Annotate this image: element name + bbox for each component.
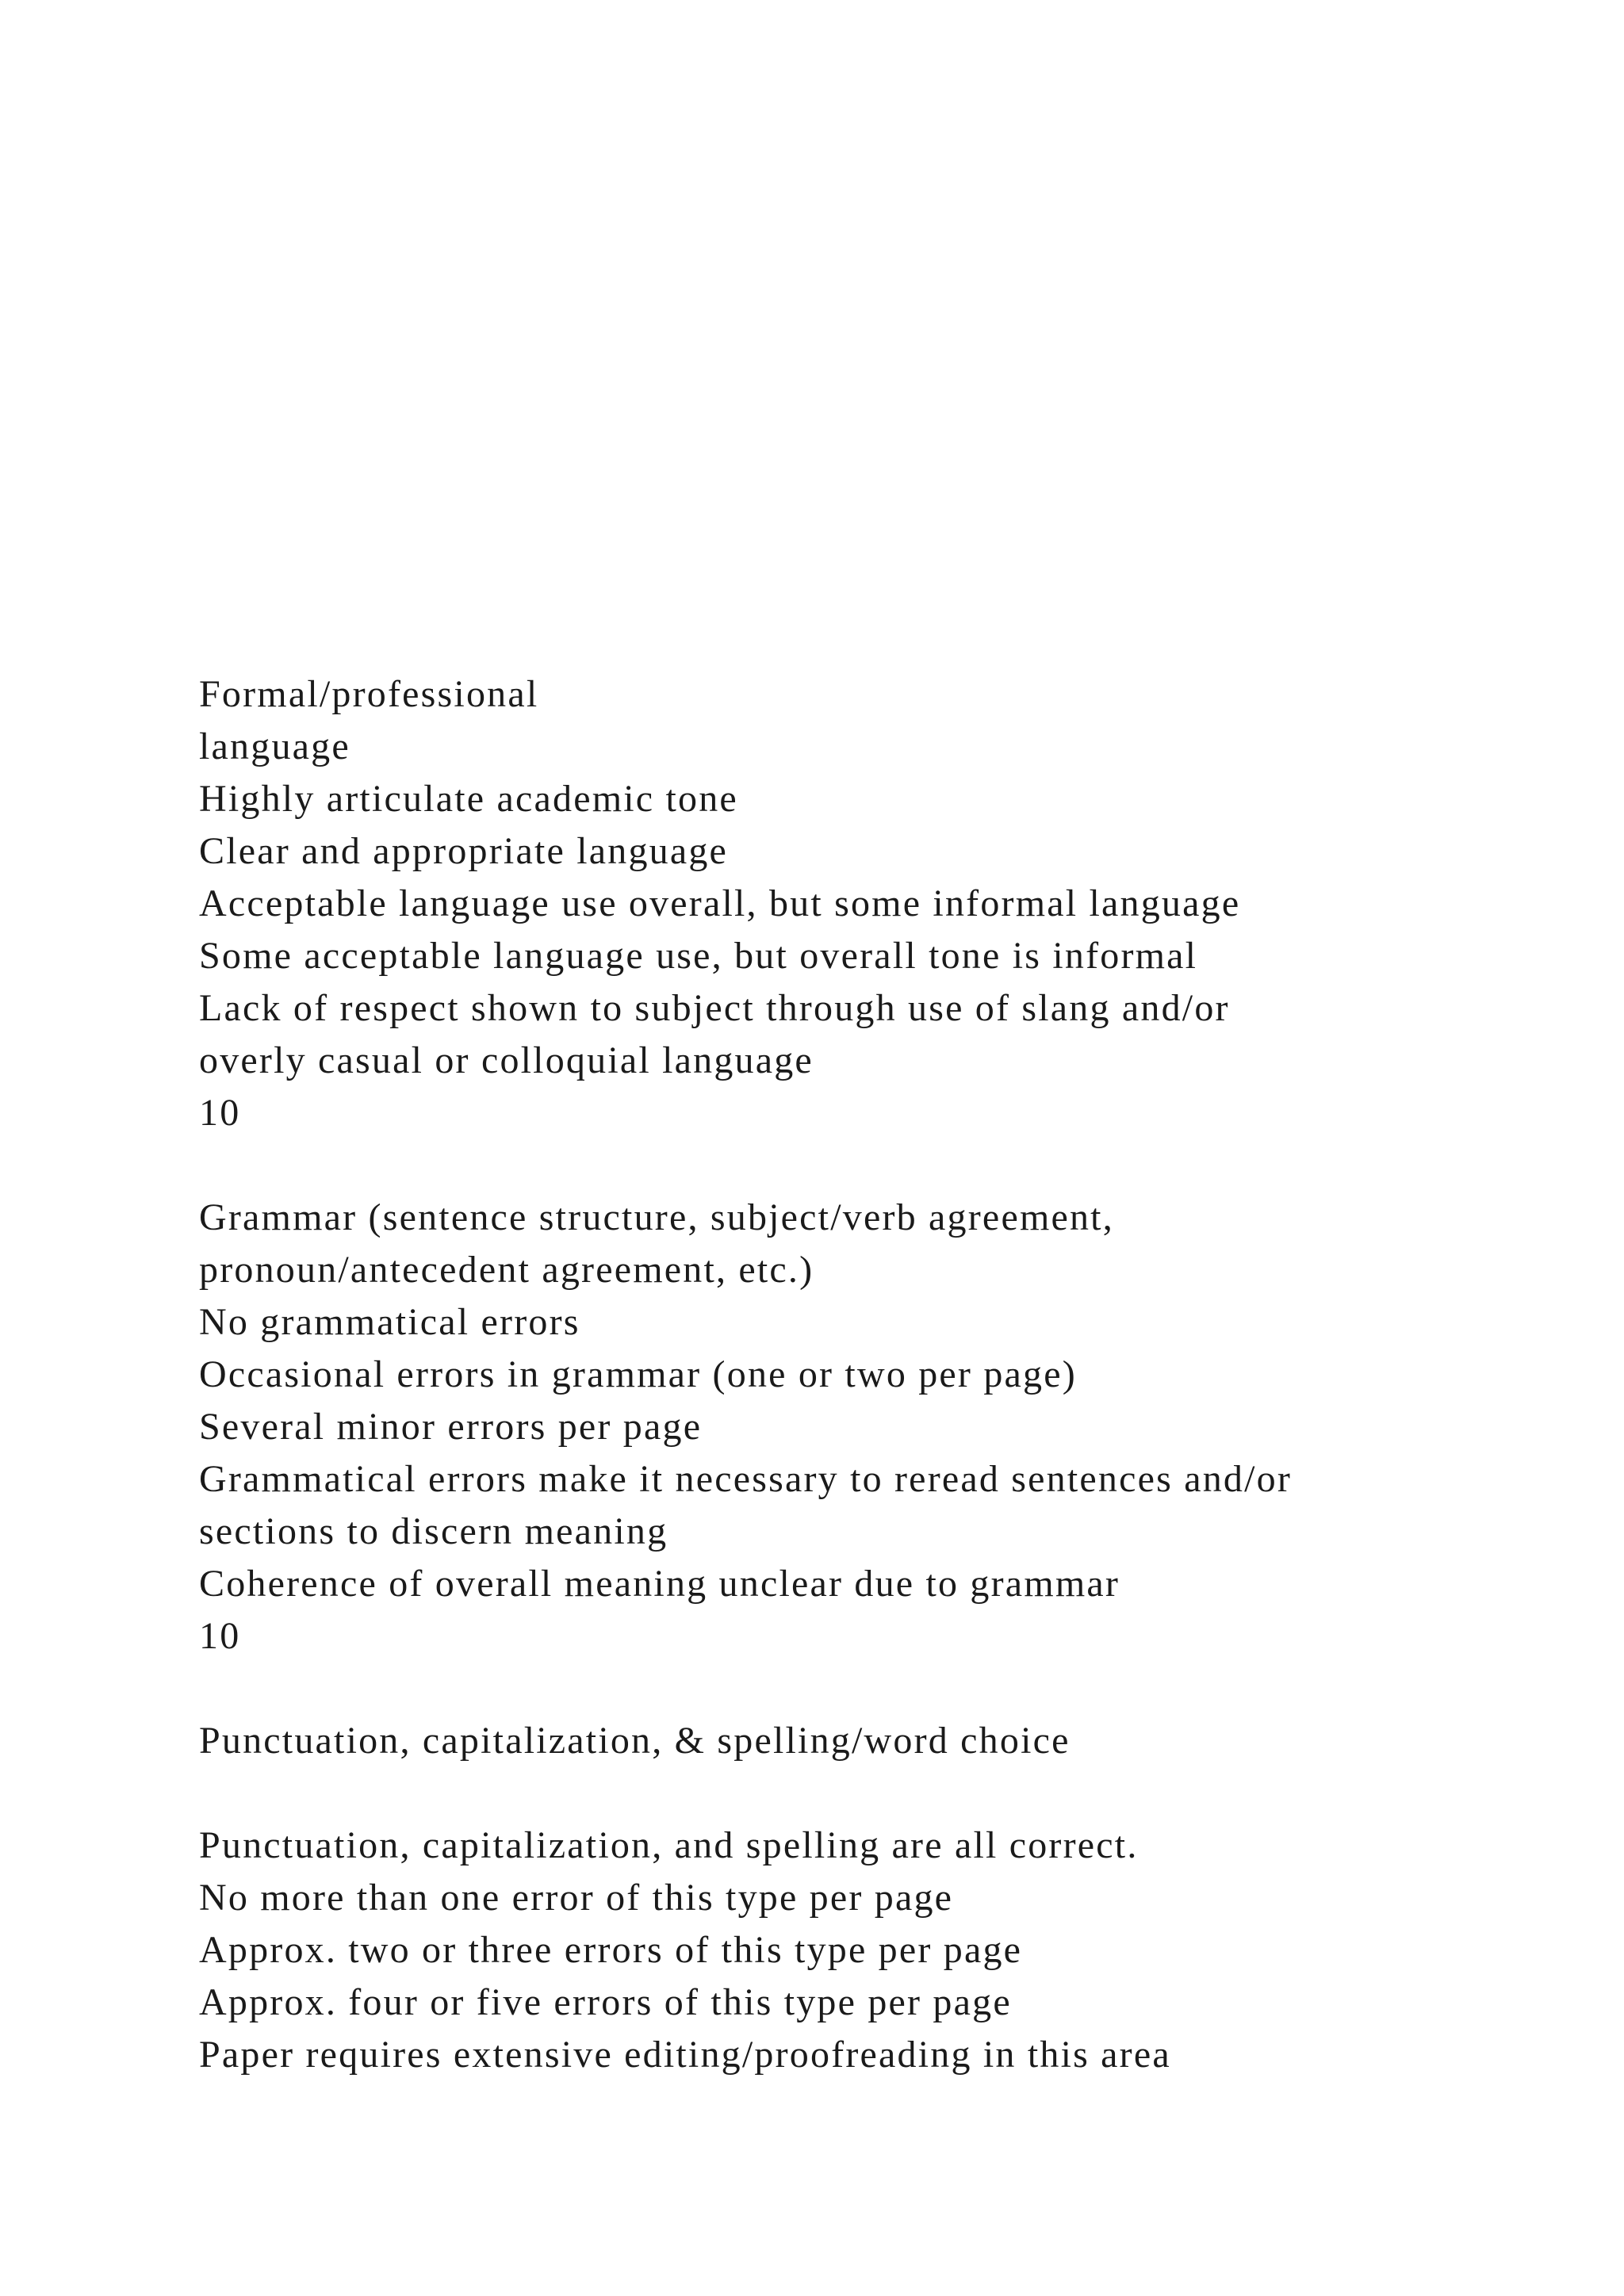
criterion-title-line: Punctuation, capitalization, & spelling/word choice [199, 1720, 1071, 1762]
rubric-level-text: Several minor errors per page [199, 1406, 703, 1448]
rubric-level-text: No grammatical errors [199, 1301, 580, 1343]
criterion-title-line: Formal/professional [199, 673, 539, 715]
rubric-level-text: Acceptable language use overall, but some informal language [199, 882, 1241, 924]
rubric-level-text: overly casual or colloquial language [199, 1039, 814, 1081]
criterion-title-line: pronoun/antecedent agreement, etc.) [199, 1249, 814, 1291]
rubric-level-text: Approx. four or five errors of this type per page [199, 1981, 1012, 2023]
rubric-level-text: Coherence of overall meaning unclear due to grammar [199, 1563, 1120, 1605]
blank-line [199, 1139, 1547, 1192]
rubric-level-text: Highly articulate academic tone [199, 778, 738, 820]
rubric-level-text: Lack of respect shown to subject through use of slang and/or [199, 987, 1230, 1029]
rubric-level-text: No more than one error of this type per page [199, 1877, 954, 1919]
rubric-level-text: Occasional errors in grammar (one or two per page) [199, 1353, 1077, 1395]
rubric-level-text: Grammatical errors make it necessary to reread sentences and/or [199, 1458, 1293, 1500]
points-value: 10 [199, 1092, 241, 1134]
rubric-level-text: Some acceptable language use, but overall tone is informal [199, 935, 1198, 977]
rubric-level-text: Punctuation, capitalization, and spelling are all correct. [199, 1824, 1139, 1866]
rubric-text-block [199, 668, 1547, 2081]
criterion-title-line: language [199, 725, 350, 767]
criterion-title-line: Grammar (sentence structure, subject/verb agreement, [199, 1196, 1114, 1238]
rubric-level-text: Approx. two or three errors of this type per page [199, 1929, 1023, 1971]
rubric-level-text: Clear and appropriate language [199, 830, 729, 872]
points-value: 10 [199, 1615, 241, 1657]
blank-line [199, 1767, 1547, 1820]
blank-line [199, 1663, 1547, 1715]
rubric-level-text: Paper requires extensive editing/proofreading in this area [199, 2034, 1171, 2076]
rubric-level-text: sections to discern meaning [199, 1510, 668, 1552]
